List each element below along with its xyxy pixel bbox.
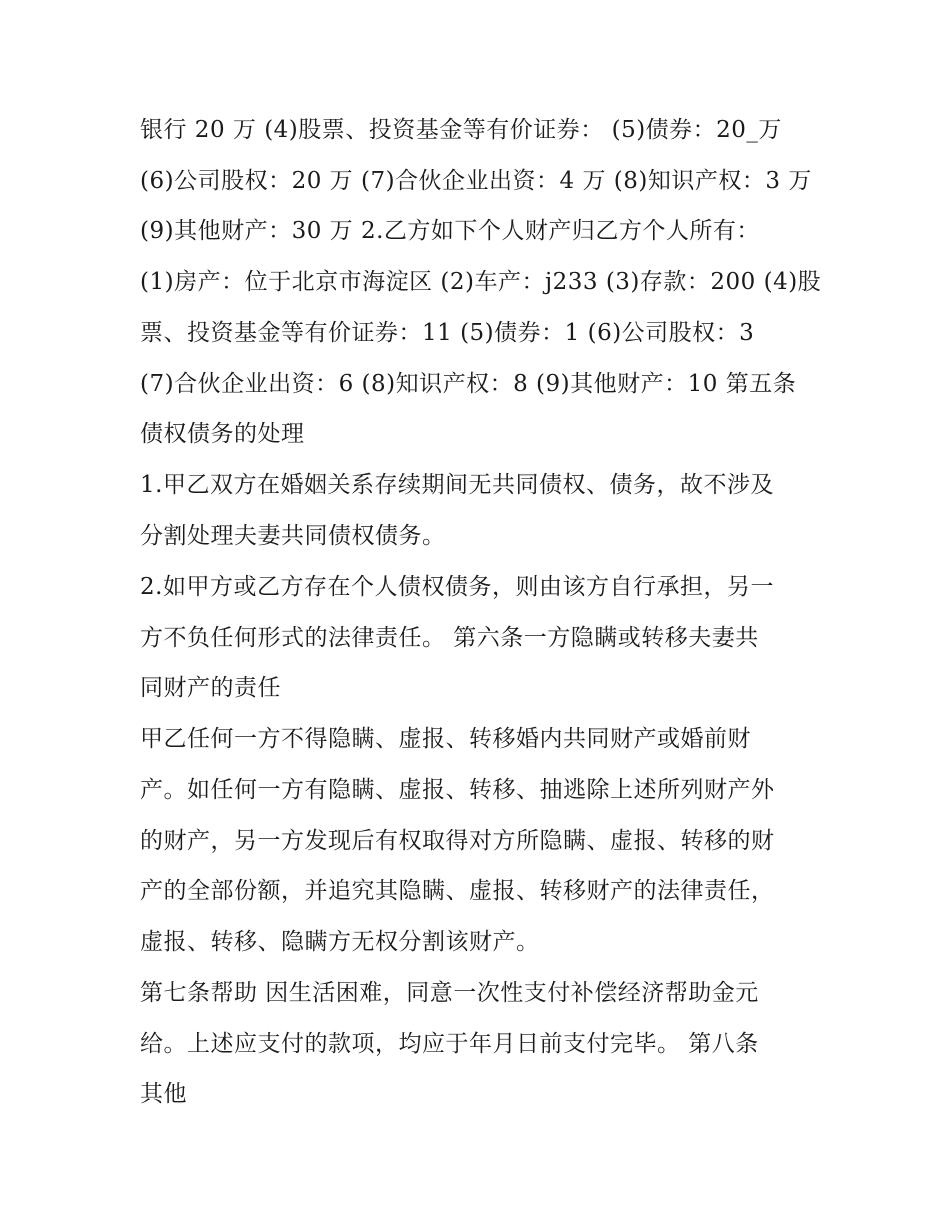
text-line: 2.如甲方或乙方存在个人债权债务，则由该方自行承担，另一: [140, 574, 774, 600]
text-line: 方不负任何形式的法律责任。 第六条一方隐瞒或转移夫妻共: [140, 625, 759, 651]
text-line: (9)其他财产：30 万 2.乙方如下个人财产归乙方个人所有：: [140, 218, 760, 244]
text-line: 1.甲乙双方在婚姻关系存续期间无共同债权、债务，故不涉及: [140, 472, 774, 498]
text-line: 票、投资基金等有价证券：11 (5)债券：1 (6)公司股权：3: [140, 320, 755, 346]
text-line: 给。上述应支付的款项，均应于年月日前支付完毕。 第八条: [140, 1031, 759, 1057]
text-line: 虚报、转移、隐瞒方无权分割该财产。: [140, 929, 540, 955]
section-heading: 债权债务的处理: [140, 421, 305, 447]
section-heading: 其他: [140, 1081, 187, 1107]
section-heading: 同财产的责任: [140, 675, 281, 701]
text-line: (1)房产：位于北京市海淀区 (2)车产：j233 (3)存款：200 (4)股: [140, 269, 822, 295]
text-line: 分割处理夫妻共同债权债务。: [140, 523, 446, 549]
text-line: 产的全部份额，并追究其隐瞒、虚报、转移财产的法律责任，: [140, 878, 775, 904]
text-line: 的财产，另一方发现后有权取得对方所隐瞒、虚报、转移的财: [140, 828, 775, 854]
text-line: 银行 20 万 (4)股票、投资基金等有价证券： (5)债券：20_万: [140, 117, 782, 143]
text-line: 产。如任何一方有隐瞒、虚报、转移、抽逃除上述所列财产外: [140, 777, 775, 803]
text-line: (7)合伙企业出资：6 (8)知识产权：8 (9)其他财产：10 第五条: [140, 371, 797, 397]
text-line: 甲乙任何一方不得隐瞒、虚报、转移婚内共同财产或婚前财: [140, 726, 751, 752]
text-line: (6)公司股权：20 万 (7)合伙企业出资：4 万 (8)知识产权：3 万: [140, 168, 812, 194]
text-line: 第七条帮助 因生活困难，同意一次性支付补偿经济帮助金元: [140, 980, 759, 1006]
